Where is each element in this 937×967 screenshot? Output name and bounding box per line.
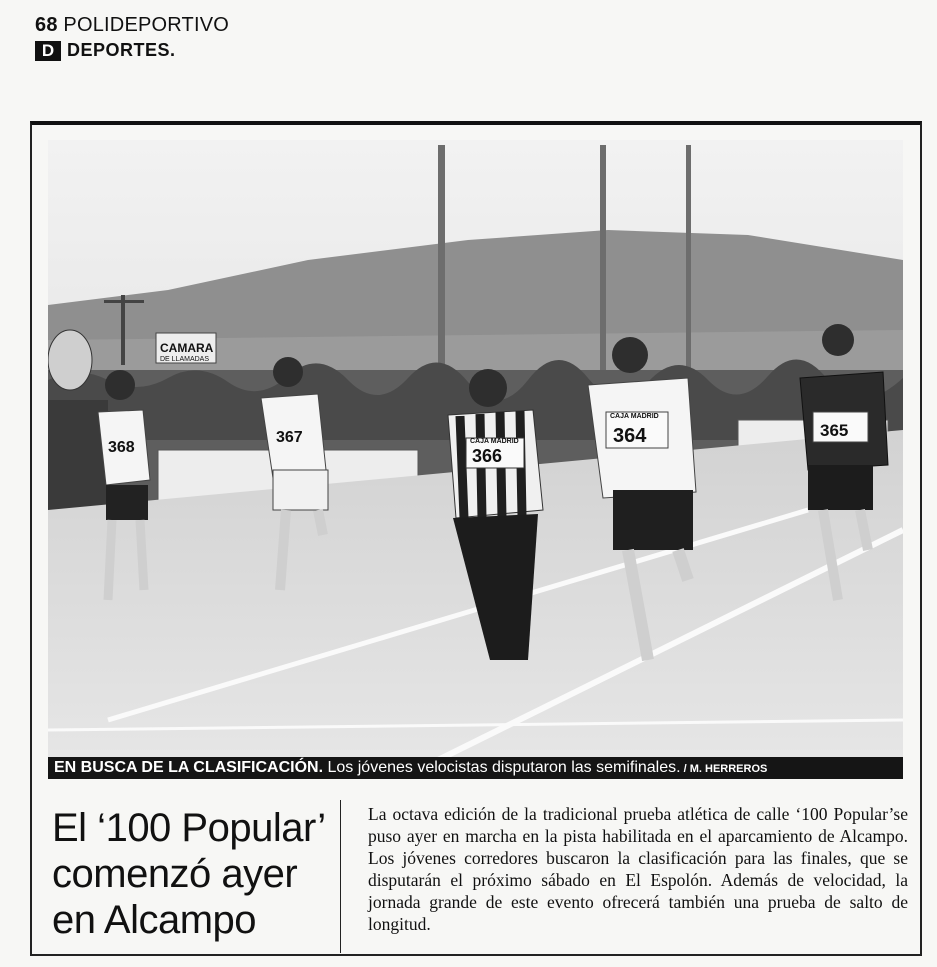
svg-text:365: 365 [820,421,849,440]
section-line [35,40,229,61]
svg-text:CAJA MADRID: CAJA MADRID [470,438,519,445]
article-body: La octava edición de la tradicional prueba atlética de calle ‘100 Popular’se puso ayer en marcha en la pista habilitada en el aparcamiento de Alcampo. Los jóvenes corredores buscaron la clasificación para las finales, que se disputarán el próximo sábado en El Espolón. Además de velocidad, la jornada grande de este evento ofrecerá también una prueba de salto de longitud. [368,804,908,934]
page-header [35,14,229,61]
camera-sign-subtext: DE LLAMADAS [160,356,210,363]
headline-line: comenzó ayer [52,852,298,896]
news-photo [48,140,903,760]
section-label: DEPORTES [67,40,171,60]
utility-pole [121,295,125,365]
svg-text:CAJA MADRID: CAJA MADRID [610,413,659,420]
section-badge: D [35,41,61,61]
caption-kicker: EN BUSCA DE LA CLASIFICACIÓN. [54,759,324,776]
svg-text:364: 364 [613,425,647,447]
section-suffix: . [170,40,176,60]
column-divider [340,800,341,953]
article-headline [52,805,332,943]
loudspeaker [48,330,92,390]
photo-caption [48,757,903,779]
utility-pole-crossbar [104,300,144,303]
photo-credit: / M. HERREROS [680,763,768,775]
race-photo-illustration [48,140,903,760]
svg-text:368: 368 [108,439,135,456]
light-pole [686,145,691,375]
svg-text:367: 367 [276,429,303,446]
headline-line: en Alcampo [52,898,257,942]
page-number: 68 [35,14,58,36]
light-pole [438,145,445,400]
section-top-label: POLIDEPORTIVO [63,14,230,36]
page-folio [35,14,229,36]
headline-line: El ‘100 Popular’ [52,806,326,850]
svg-text:366: 366 [472,446,503,466]
light-pole [600,145,606,375]
caption-text: Los jóvenes velocistas disputaron las semifinales. [323,759,681,776]
camera-sign-text: CAMARA [160,341,214,355]
